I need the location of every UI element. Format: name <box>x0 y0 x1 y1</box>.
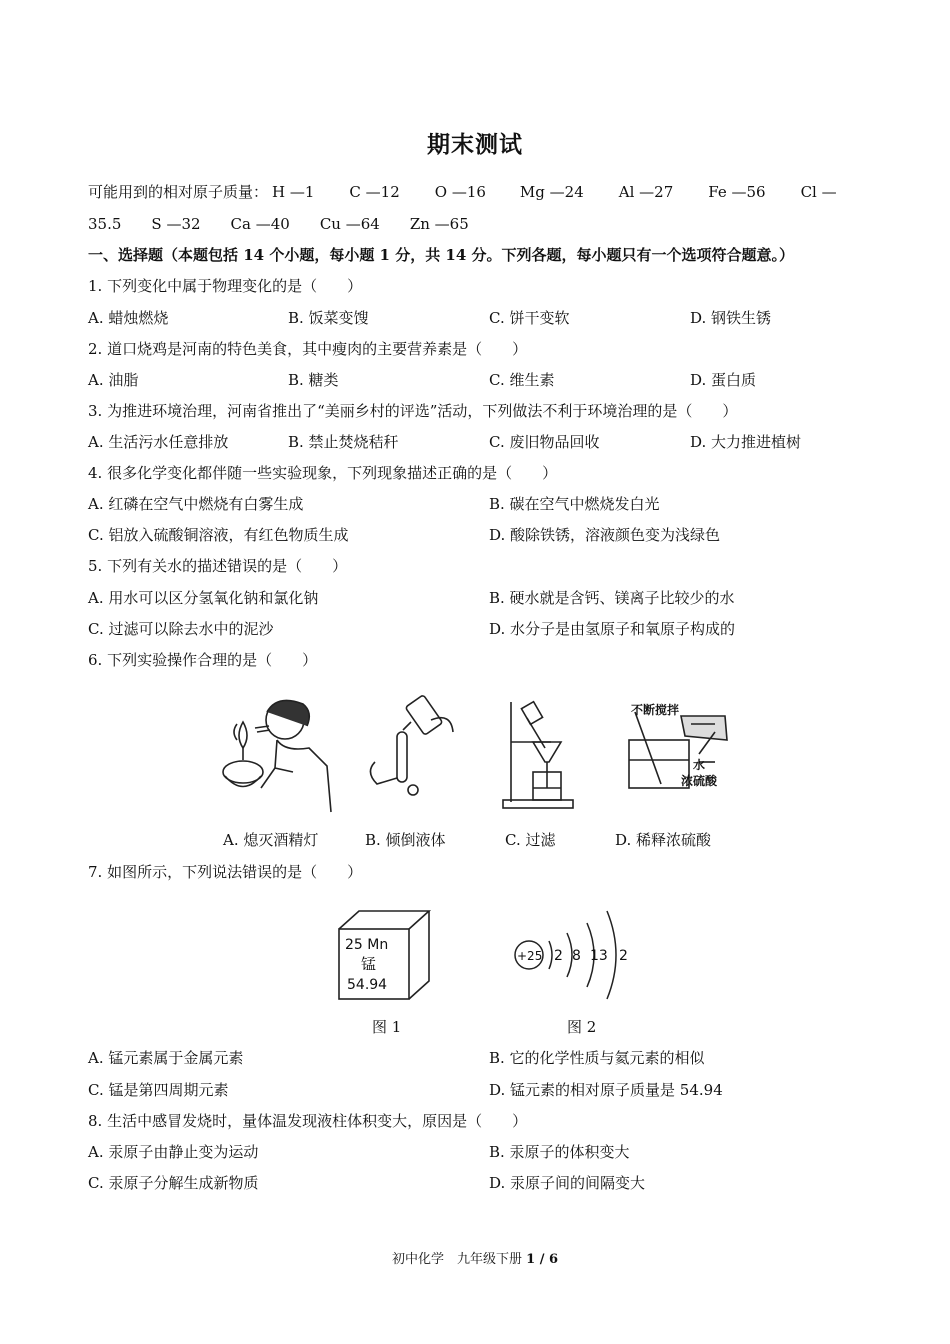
q3-option-c[interactable]: C. 废旧物品回收 <box>489 433 600 451</box>
element-number-symbol: 25 Mn <box>345 937 389 953</box>
q3-option-b[interactable]: B. 禁止焚烧秸秆 <box>288 433 399 451</box>
shell-2: 8 <box>572 948 581 964</box>
nucleus-charge: +25 <box>517 949 543 963</box>
mass-ca: Ca —40 <box>230 215 290 233</box>
mass-s: S —32 <box>151 215 201 233</box>
mass-cu: Cu —64 <box>319 215 380 233</box>
section-heading: 一、选择题（本题包括 14 个小题，每小题 1 分，共 14 分。下列各题，每小题只有一个选项符合题意。） <box>88 246 795 264</box>
label-keep-stirring: 不断搅拌 <box>631 703 680 717</box>
atomic-masses-line2 <box>88 214 469 234</box>
q6-option-b[interactable]: B. 倾倒液体 <box>365 831 446 849</box>
question-5-stem: 5. 下列有关水的描述错误的是（ ） <box>88 557 348 575</box>
mass-fe: Fe —56 <box>708 183 766 201</box>
figure-c-filtration <box>503 702 573 808</box>
footer-text: 初中化学 九年级下册 <box>391 1252 527 1267</box>
shell-4: 2 <box>619 948 628 964</box>
atomic-masses-intro: 可能用到的相对原子质量： <box>88 183 269 201</box>
label-water: 水 <box>693 758 706 772</box>
q5-option-c[interactable]: C. 过滤可以除去水中的泥沙 <box>88 620 274 638</box>
q5-option-a[interactable]: A. 用水可以区分氢氧化钠和氯化钠 <box>88 589 319 607</box>
q5-option-b[interactable]: B. 硬水就是含钙、镁离子比较少的水 <box>489 589 735 607</box>
q2-option-a[interactable]: A. 油脂 <box>88 371 139 389</box>
atomic-masses-line1 <box>88 182 837 202</box>
q8-option-d[interactable]: D. 汞原子间的间隔变大 <box>489 1174 646 1192</box>
question-1-stem: 1. 下列变化中属于物理变化的是（ ） <box>88 277 363 295</box>
question-4-stem: 4. 很多化学变化都伴随一些实验现象，下列现象描述正确的是（ ） <box>88 464 558 482</box>
mass-mg: Mg —24 <box>519 183 584 201</box>
q8-option-a[interactable]: A. 汞原子由静止变为运动 <box>88 1143 259 1161</box>
figure-a-alcohol-lamp <box>223 700 331 812</box>
q1-option-a[interactable]: A. 蜡烛燃烧 <box>88 309 169 327</box>
q7-figures <box>335 905 640 1005</box>
q6-figures <box>215 692 755 817</box>
figure-b-pour-liquid <box>370 695 453 795</box>
mass-c: C —12 <box>349 183 400 201</box>
q4-option-b[interactable]: B. 碳在空气中燃烧发白光 <box>489 495 660 513</box>
shell-3: 13 <box>590 948 608 964</box>
page-footer <box>0 1248 950 1267</box>
element-name: 锰 <box>361 955 377 973</box>
q3-option-d[interactable]: D. 大力推进植树 <box>690 433 802 451</box>
q2-option-d[interactable]: D. 蛋白质 <box>690 371 757 389</box>
question-7-stem: 7. 如图所示，下列说法错误的是（ ） <box>88 863 363 881</box>
figure-2-caption: 图 2 <box>567 1018 597 1036</box>
q7-option-a[interactable]: A. 锰元素属于金属元素 <box>88 1049 244 1067</box>
q2-option-b[interactable]: B. 糖类 <box>288 371 339 389</box>
page-title: 期末测试 <box>427 131 523 158</box>
question-6-stem: 6. 下列实验操作合理的是（ ） <box>88 651 318 669</box>
element-mass: 54.94 <box>347 977 388 993</box>
q7-option-c[interactable]: C. 锰是第四周期元素 <box>88 1081 229 1099</box>
q1-option-d[interactable]: D. 钢铁生锈 <box>690 309 772 327</box>
mass-al: Al —27 <box>618 183 674 201</box>
q1-option-c[interactable]: C. 饼干变软 <box>489 309 570 327</box>
mass-zn: Zn —65 <box>409 215 469 233</box>
mass-o: O —16 <box>434 183 486 201</box>
q3-option-a[interactable]: A. 生活污水任意排放 <box>88 433 229 451</box>
q4-option-a[interactable]: A. 红磷在空气中燃烧有白雾生成 <box>88 495 304 513</box>
mass-h: H —1 <box>272 183 315 201</box>
q7-option-d[interactable]: D. 锰元素的相对原子质量是 54.94 <box>489 1081 723 1099</box>
q6-option-a[interactable]: A. 熄灭酒精灯 <box>223 831 319 849</box>
question-3-stem: 3. 为推进环境治理，河南省推出了“美丽乡村的评选”活动，下列做法不利于环境治理的是（ ） <box>88 402 738 420</box>
q1-option-b[interactable]: B. 饭菜变馊 <box>288 309 369 327</box>
mass-cl: Cl — <box>800 183 837 201</box>
figure-1-caption: 图 1 <box>372 1018 402 1036</box>
q6-option-c[interactable]: C. 过滤 <box>505 831 556 849</box>
mass-cl-value: 35.5 <box>88 215 122 233</box>
q4-option-d[interactable]: D. 酸除铁锈，溶液颜色变为浅绿色 <box>489 526 721 544</box>
question-8-stem: 8. 生活中感冒发烧时，量体温发现液柱体积变大，原因是（ ） <box>88 1112 528 1130</box>
q8-option-c[interactable]: C. 汞原子分解生成新物质 <box>88 1174 259 1192</box>
q5-option-d[interactable]: D. 水分子是由氢原子和氧原子构成的 <box>489 620 736 638</box>
label-conc-acid: 浓硫酸 <box>681 774 718 788</box>
q6-option-d[interactable]: D. 稀释浓硫酸 <box>615 831 712 849</box>
q7-option-b[interactable]: B. 它的化学性质与氦元素的相似 <box>489 1049 705 1067</box>
q4-option-c[interactable]: C. 铝放入硫酸铜溶液，有红色物质生成 <box>88 526 349 544</box>
q2-option-c[interactable]: C. 维生素 <box>489 371 555 389</box>
question-2-stem: 2. 道口烧鸡是河南的特色美食，其中瘦肉的主要营养素是（ ） <box>88 340 528 358</box>
page-number: 1 / 6 <box>526 1252 559 1267</box>
shell-1: 2 <box>554 948 563 964</box>
q8-option-b[interactable]: B. 汞原子的体积变大 <box>489 1143 630 1161</box>
